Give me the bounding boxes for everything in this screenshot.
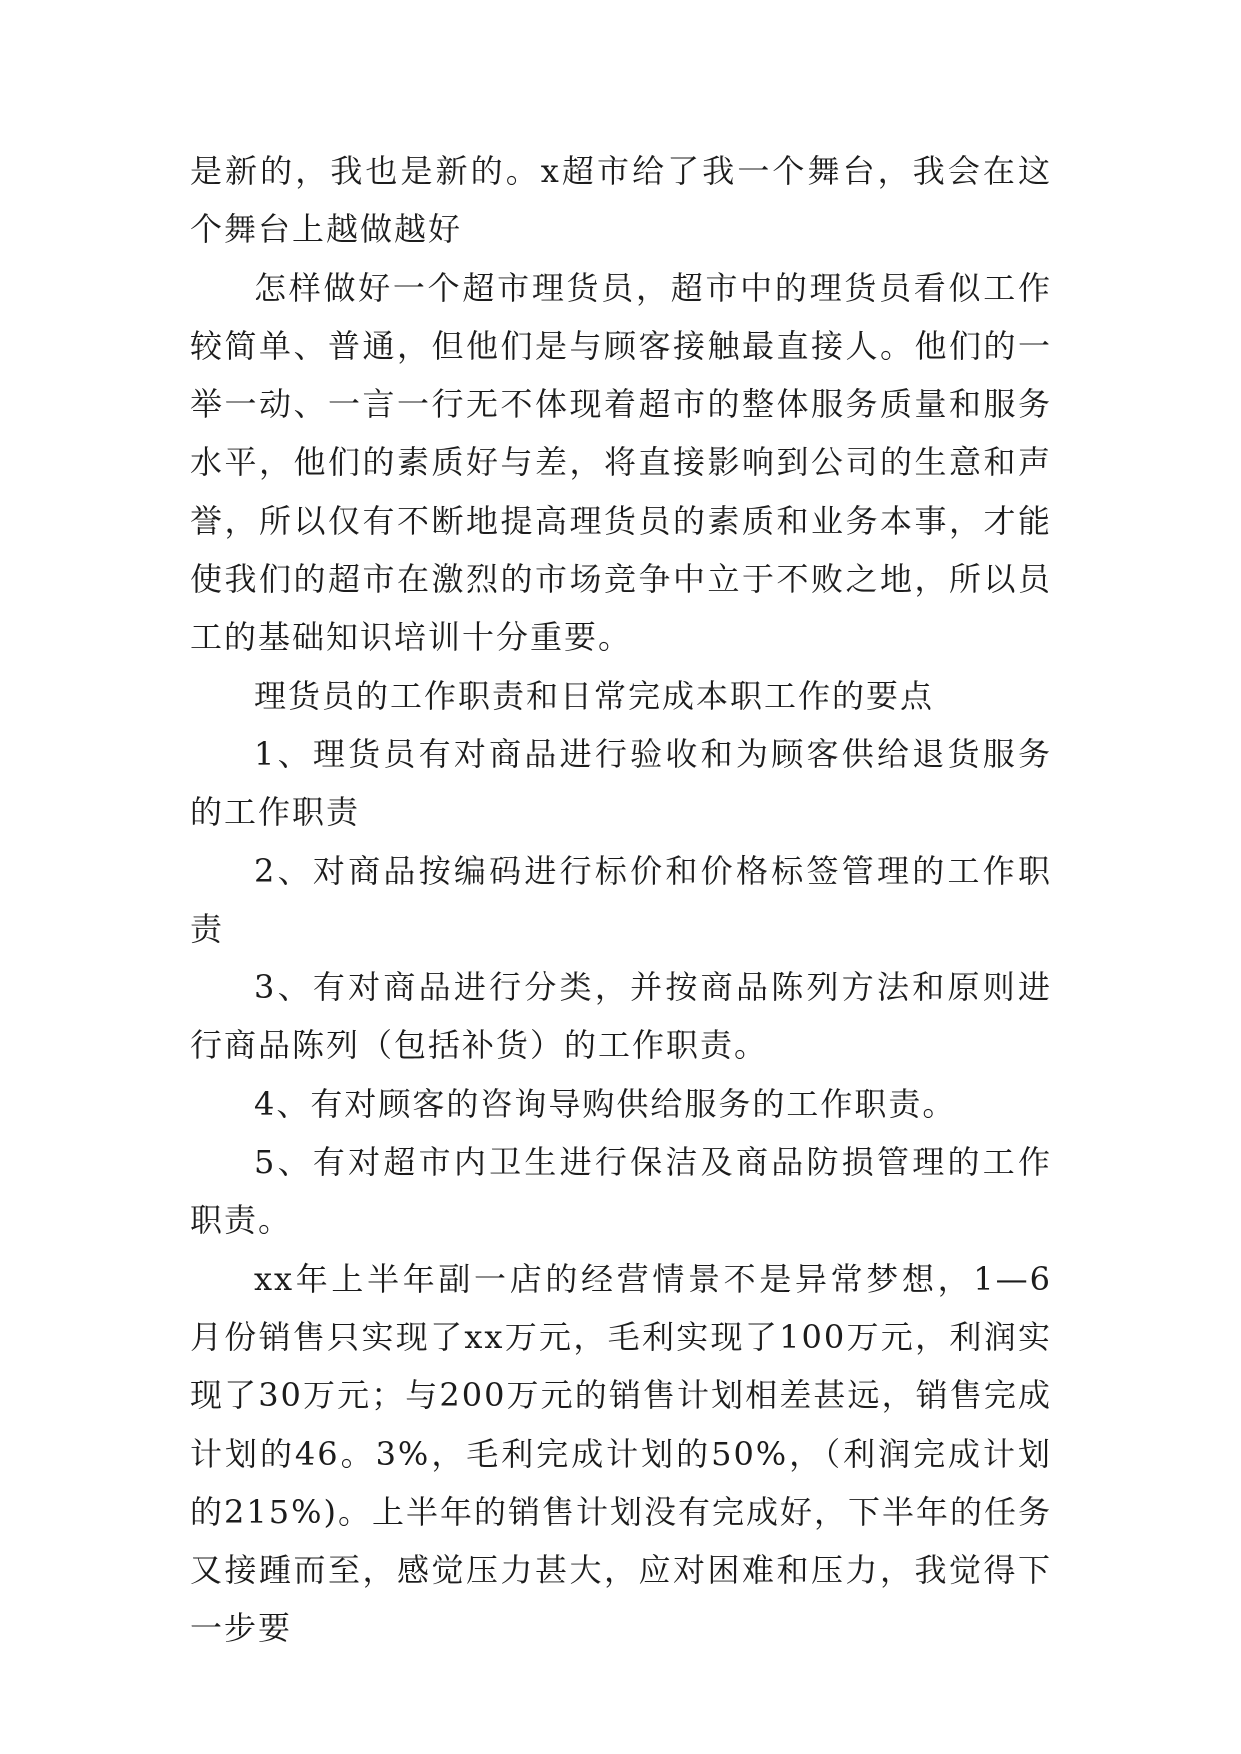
list-item-3: 3、有对商品进行分类，并按商品陈列方法和原则进行商品陈列（包括补货）的工作职责。 [190, 968, 1052, 1065]
paragraph-sales-summary: xx年上半年副一店的经营情景不是异常梦想，1—6月份销售只实现了xx万元，毛利实现了100万元，利润实现了30万元；与200万元的销售计划相差甚远，销售完成计划的46。3%，毛利完成计划的50%，（利润完成计划的215%)。上半年的销售计划没有完成好，下半年的任务又接踵而至，感觉压力甚大，应对困难和压力，我觉得下一步要 [190, 1259, 1052, 1648]
section-heading: 理货员的工作职责和日常完成本职工作的要点 [254, 676, 935, 715]
paragraph-1: 是新的，我也是新的。x超市给了我一个舞台，我会在这个舞台上越做越好 [190, 152, 1052, 249]
list-item-2: 2、对商品按编码进行标价和价格标签管理的工作职责 [190, 851, 1052, 948]
list-item-5: 5、有对超市内卫生进行保洁及商品防损管理的工作职责。 [190, 1143, 1052, 1240]
list-item-4: 4、有对顾客的咨询导购供给服务的工作职责。 [254, 1084, 957, 1123]
list-item-1: 1、理货员有对商品进行验收和为顾客供给退货服务的工作职责 [190, 734, 1052, 832]
document-page [190, 142, 1052, 1658]
paragraph-2: 怎样做好一个超市理货员，超市中的理货员看似工作较简单、普通，但他们是与顾客接触最直接人。他们的一举一动、一言一行无不体现着超市的整体服务质量和服务水平，他们的素质好与差，将直接影响到公司的生意和声誉，所以仅有不断地提高理货员的素质和业务本事，才能使我们的超市在激烈的市场竞争中立于不败之地，所以员工的基础知识培训十分重要。 [190, 268, 1052, 657]
